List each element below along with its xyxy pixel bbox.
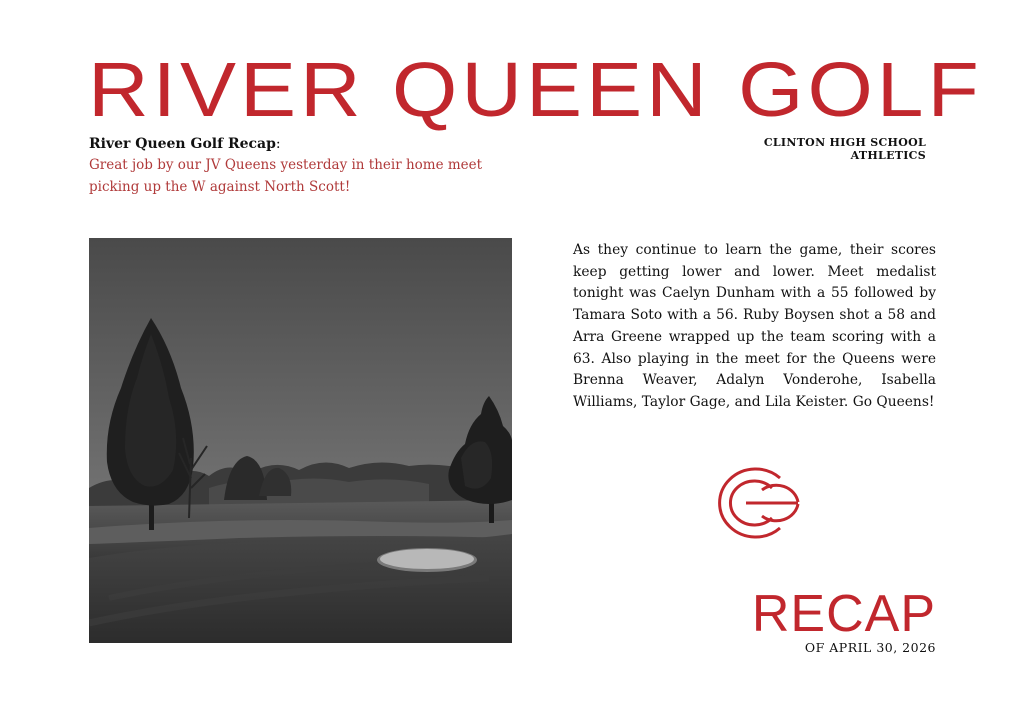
clinton-c-logo-icon xyxy=(706,462,802,544)
recap-heading-colon: : xyxy=(275,136,281,152)
article-body: As they continue to learn the game, their scores keep getting lower and lower. Meet medalist tonight was Caelyn Dunham with a 55 followed by Tamara Soto with a 56. Ruby Boysen shot a 58 and Arra Greene wrapped up the team scoring with a 63. Also playing in the meet for the Queens were Brenna Weaver, Adalyn Vonderohe, Isabella Williams, Taylor Gage, and Lila Keister. Go Queens! xyxy=(573,242,936,410)
recap-date: OF APRIL 30, 2026 xyxy=(804,640,936,655)
recap-title: RECAP xyxy=(751,585,936,643)
page-title: RIVER QUEEN GOLF xyxy=(88,46,983,133)
recap-heading xyxy=(89,136,281,152)
recap-intro-text: Great job by our JV Queens yesterday in their home meet picking up the W against North Scott! xyxy=(89,157,483,195)
golf-course-image xyxy=(89,238,512,643)
golf-course-photo xyxy=(89,238,512,643)
recap-heading-label: River Queen Golf Recap xyxy=(89,136,276,152)
school-athletics-label: CLINTON HIGH SCHOOL ATHLETICS xyxy=(763,136,926,162)
